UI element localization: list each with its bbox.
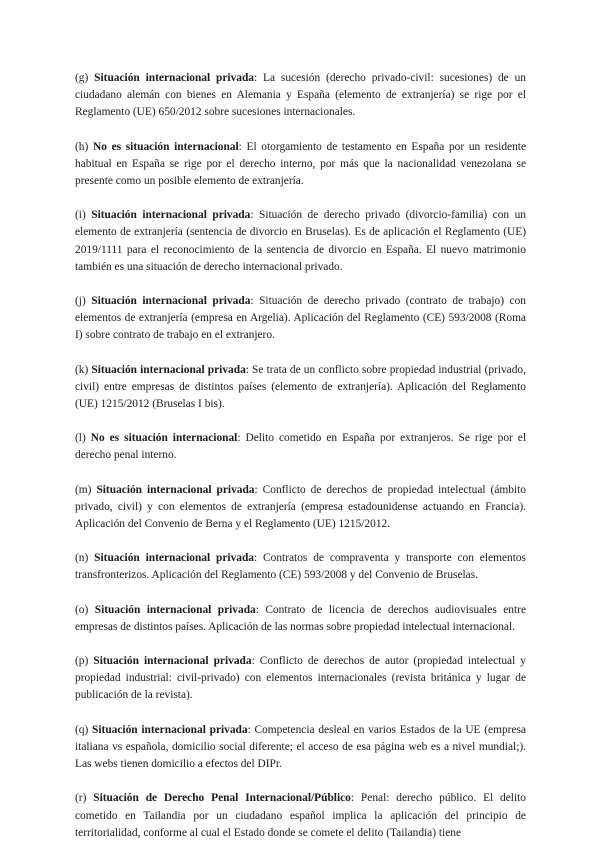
item-text: : Delito cometido en España por extranjeros. Se rige por el derecho penal interno. <box>75 432 527 462</box>
paragraph-n <box>75 550 526 584</box>
item-heading: Situación internacional privada <box>94 552 255 565</box>
item-label: (j) <box>75 295 86 308</box>
item-text: : Contrato de licencia de derechos audiovisuales entre empresas de distintos países. Aplicación de las normas sobre propiedad intelectual internacional. <box>75 603 527 633</box>
item-heading: No es situación internacional <box>90 432 238 445</box>
item-heading: Situación internacional privada <box>94 72 255 84</box>
paragraph-g <box>75 70 526 122</box>
paragraph-o <box>75 602 526 636</box>
item-label: (r) <box>75 792 87 805</box>
item-label: (o) <box>75 603 89 616</box>
item-label: (i) <box>75 209 86 222</box>
item-heading: Situación internacional privada <box>93 655 252 668</box>
item-heading: Situación internacional privada <box>94 603 256 616</box>
paragraph-k <box>75 362 526 414</box>
item-label: (k) <box>75 363 89 376</box>
paragraph-p <box>75 653 526 705</box>
item-text: : Conflicto de derechos de autor (propiedad intelectual y propiedad industrial: civil-privado) con elementos internacionales (revista británica y lugar de publicación de la revista). <box>75 655 526 702</box>
paragraph-m <box>75 482 526 534</box>
paragraph-j <box>75 293 526 345</box>
item-label: (m) <box>75 483 92 496</box>
item-text: : Competencia desleal en varios Estados de la UE (empresa italiana vs española, domicilio social diferente; el acceso de esa página web es a nivel mundial;). Las webs tienen domicilio a efectos del DIPr. <box>75 723 526 771</box>
paragraph-i <box>75 207 526 276</box>
item-text: : La sucesión (derecho privado-civil: sucesiones) de un ciudadano alemán con bienes en Alemania y España (elemento de extranjería) se rige por el Reglamento (UE) 650/2012 sobre sucesiones internacionales. <box>75 72 526 119</box>
item-heading: Situación internacional privada <box>91 295 251 308</box>
item-label: (n) <box>75 552 89 565</box>
item-label: (h) <box>75 140 89 153</box>
item-text: : Contratos de compraventa y transporte con elementos transfronterizos. Aplicación del Reglamento (CE) 593/2008 y del Convenio de Bruselas. <box>75 552 526 582</box>
item-heading: Situación internacional privada <box>92 723 248 736</box>
item-label: (p) <box>75 655 89 668</box>
item-heading: No es situación internacional <box>92 140 239 153</box>
item-text: : El otorgamiento de testamento en España por un residente habitual en España se rige por el derecho interno, por más que la nacionalidad venezolana se presente como un posible elemento de extranjería. <box>75 140 527 188</box>
item-text: : Se trata de un conflicto sobre propiedad industrial (privado, civil) entre empresas de distintos países (elemento de extranjería). Aplicación del Reglamento (UE) 1215/2012 (Bruselas I bis). <box>75 363 526 411</box>
paragraph-l <box>75 430 526 464</box>
item-heading: Situación internacional privada <box>91 209 251 222</box>
item-label: (q) <box>75 723 89 736</box>
paragraph-r <box>75 790 526 842</box>
item-heading: Situación internacional privada <box>91 363 246 376</box>
item-text: : Situación de derecho privado (contrato de trabajo) con elementos de extranjería (empresa en Argelia). Aplicación del Reglamento (CE) 593/2008 (Roma I) sobre contrato de trabajo en el extranjero. <box>75 295 526 342</box>
paragraph-h <box>75 139 526 191</box>
paragraph-q <box>75 722 526 774</box>
item-label: (g) <box>75 72 89 84</box>
item-heading: Situación internacional privada <box>96 483 255 496</box>
item-heading: Situación de Derecho Penal Internacional/Público <box>93 792 351 805</box>
item-text: : Conflicto de derechos de propiedad intelectual (ámbito privado, civil) y con elementos de extranjería (empresa estadounidense actuando en Francia). Aplicación del Convenio de Berna y el Reglamento (UE) 1215/2012. <box>75 483 526 531</box>
item-text: : Penal: derecho público. El delito cometido en Tailandia por un ciudadano español implica la aplicación del principio de territorialidad, conforme al cual el Estado donde se comete el delito (Tailandia) tiene <box>75 792 526 839</box>
item-label: (l) <box>75 432 86 445</box>
item-text: : Situación de derecho privado (divorcio-familia) con un elemento de extranjería (sentencia de divorcio en Bruselas). Es de aplicación el Reglamento (UE) 2019/1111 para el reconocimiento de la sentencia de divorcio en España. El nuevo matrimonio también es una situación de derecho internacional privado. <box>75 209 526 273</box>
